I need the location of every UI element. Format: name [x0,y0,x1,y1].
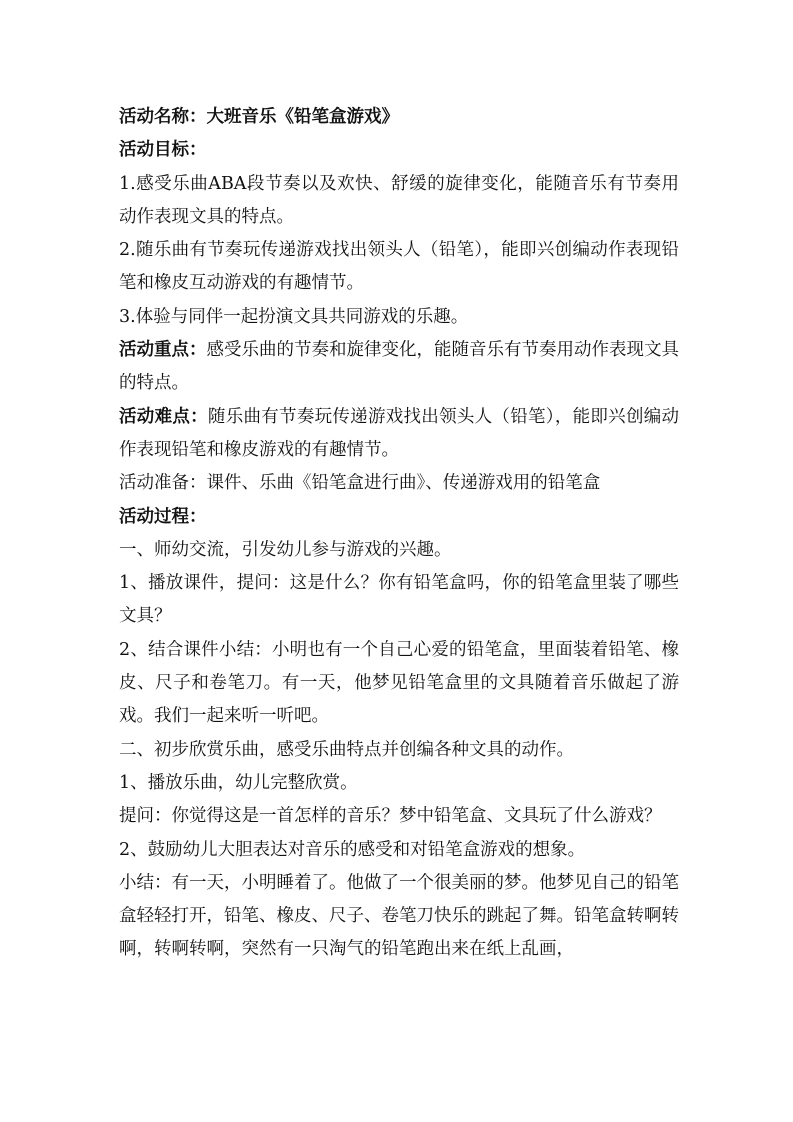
activity-focus-label: 活动重点： [119,340,207,361]
activity-preparation: 活动准备：课件、乐曲《铅笔盒进行曲》、传递游戏用的铅笔盒 [119,473,601,494]
goal-item: 3.体验与同伴一起扮演文具共同游戏的乐趣。 [119,306,469,327]
process-heading: 活动过程： [119,506,207,527]
process-item: 小结：有一天，小明睡着了。他做了一个很美丽的梦。他梦见自己的铅笔盒轻轻打开，铅笔、橡皮、尺子、卷笔刀快乐的跳起了舞。铅笔盒转啊转啊，转啊转啊，突然有一只淘气的铅笔跑出来在纸上乱画， [119,872,679,960]
process-item: 2、结合课件小结：小明也有一个自己心爱的铅笔盒，里面装着铅笔、橡皮、尺子和卷笔刀。有一天，他梦见铅笔盒里的文具随着音乐做起了游戏。我们一起来听一听吧。 [119,639,679,727]
activity-focus-text: 感受乐曲的节奏和旋律变化，能随音乐有节奏用动作表现文具的特点。 [119,340,679,394]
activity-title-text: 大班音乐《铅笔盒游戏》 [206,107,399,127]
process-item: 1、播放课件，提问：这是什么？你有铅笔盒吗，你的铅笔盒里装了哪些文具？ [119,573,679,627]
document-page [119,101,679,967]
process-item: 2、鼓励幼儿大胆表达对音乐的感受和对铅笔盒游戏的想象。 [119,839,586,860]
process-item: 1、播放乐曲，幼儿完整欣赏。 [119,772,358,793]
activity-title-label: 活动名称： [119,107,207,127]
activity-difficulty [119,401,679,468]
activity-difficulty-label: 活动难点： [119,406,208,427]
process-item: 一、师幼交流，引发幼儿参与游戏的兴趣。 [119,539,452,560]
activity-focus [119,334,679,401]
activity-difficulty-text: 随乐曲有节奏玩传递游戏找出领头人（铅笔），能即兴创编动作表现铅笔和橡皮游戏的有趣情节。 [119,406,680,460]
process-item: 二、初步欣赏乐曲，感受乐曲特点并创编各种文具的动作。 [119,739,574,760]
activity-title [119,101,679,134]
process-item: 提问：你觉得这是一首怎样的音乐？梦中铅笔盒、文具玩了什么游戏？ [119,806,662,827]
goals-heading: 活动目标： [119,140,207,161]
goal-item: 1.感受乐曲ABA段节奏以及欢快、舒缓的旋律变化，能随音乐有节奏用动作表现文具的特点。 [119,173,679,227]
goal-item: 2.随乐曲有节奏玩传递游戏找出领头人（铅笔），能即兴创编动作表现铅笔和橡皮互动游戏的有趣情节。 [119,240,679,294]
